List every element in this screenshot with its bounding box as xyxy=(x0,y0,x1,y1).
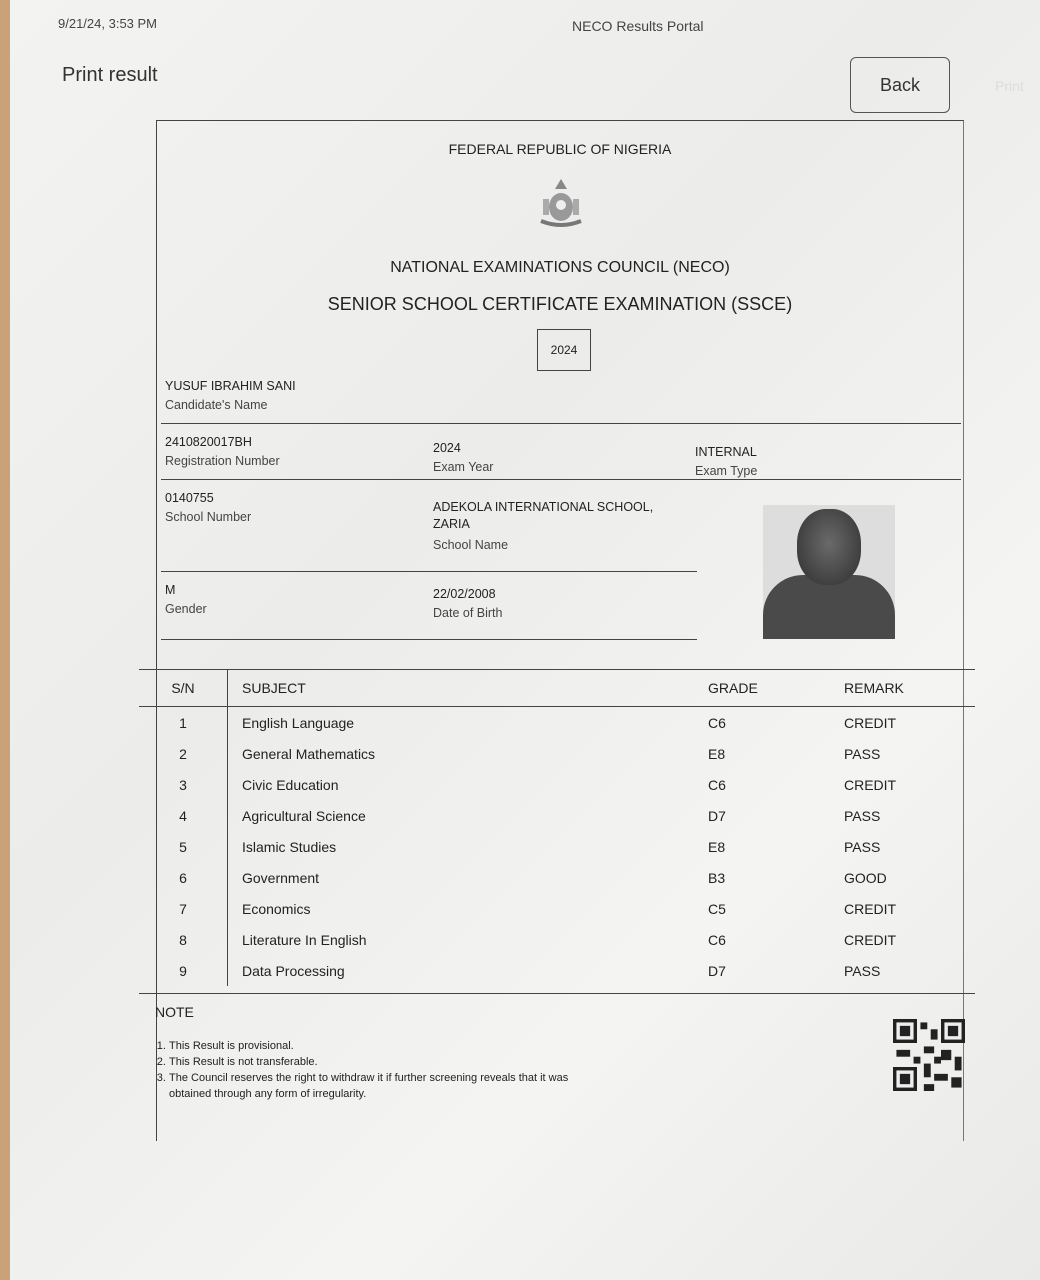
gender: M xyxy=(165,583,176,597)
result-remark: PASS xyxy=(844,838,881,855)
result-row xyxy=(139,800,975,831)
result-grade: E8 xyxy=(708,838,726,855)
result-sn: 8 xyxy=(139,924,228,955)
result-subject: English Language xyxy=(242,714,355,731)
result-subject: Agricultural Science xyxy=(242,807,366,824)
result-row xyxy=(139,924,975,955)
exam-year: 2024 xyxy=(433,441,461,455)
exam-heading: SENIOR SCHOOL CERTIFICATE EXAMINATION (SSCE) xyxy=(327,294,793,314)
result-subject: Literature In English xyxy=(242,931,367,948)
result-grade: C6 xyxy=(708,776,726,793)
qr-code-icon xyxy=(893,1019,965,1091)
note-item: 1. This Result is provisional. xyxy=(169,1038,975,1054)
exam-type-label: Exam Type xyxy=(695,464,758,478)
exam-year-label: Exam Year xyxy=(433,460,494,474)
result-subject: Civic Education xyxy=(242,776,339,793)
print-timestamp: 9/21/24, 3:53 PM xyxy=(58,16,158,31)
result-subject: Economics xyxy=(242,900,311,917)
reg-number-label: Registration Number xyxy=(165,454,280,468)
result-remark: CREDIT xyxy=(844,900,897,917)
result-row xyxy=(139,707,975,739)
note-item: 3. The Council reserves the right to withdraw it if further screening reveals that it was obtained through any form of irregularity. xyxy=(169,1070,569,1102)
date-of-birth: 22/02/2008 xyxy=(433,587,496,601)
result-remark: PASS xyxy=(844,745,881,762)
results-header-row xyxy=(139,670,975,707)
result-remark: CREDIT xyxy=(844,714,897,731)
divider xyxy=(161,423,961,424)
result-sn: 5 xyxy=(139,831,228,862)
result-grade: C6 xyxy=(708,931,726,948)
result-grade: D7 xyxy=(708,807,726,824)
result-remark: GOOD xyxy=(844,869,887,886)
school-name-field xyxy=(433,499,683,552)
print-button[interactable]: Print xyxy=(995,78,1024,94)
result-remark: PASS xyxy=(844,807,881,824)
candidate-name: YUSUF IBRAHIM SANI xyxy=(165,379,296,393)
result-grade: C6 xyxy=(708,714,726,731)
council-heading: NATIONAL EXAMINATIONS COUNCIL (NECO) xyxy=(390,259,730,276)
result-row xyxy=(139,862,975,893)
dob-field xyxy=(433,587,502,620)
exam-type-field xyxy=(695,445,757,478)
country-heading: FEDERAL REPUBLIC OF NIGERIA xyxy=(448,141,672,157)
result-grade: E8 xyxy=(708,745,726,762)
candidate-name-label: Candidate's Name xyxy=(165,398,268,412)
result-sn: 2 xyxy=(139,738,228,769)
school-number: 0140755 xyxy=(165,491,214,505)
back-button[interactable]: Back xyxy=(850,57,950,113)
exam-type: INTERNAL xyxy=(695,445,757,459)
result-subject: Government xyxy=(242,869,320,886)
note-section xyxy=(139,993,975,1102)
note-item: 2. This Result is not transferable. xyxy=(169,1054,975,1070)
result-grade: B3 xyxy=(708,869,726,886)
result-grade: C5 xyxy=(708,900,726,917)
result-row xyxy=(139,738,975,769)
divider xyxy=(161,479,961,480)
note-list xyxy=(139,1038,975,1102)
header-sn: S/N xyxy=(139,670,228,707)
gender-field xyxy=(165,583,207,616)
page-title: Print result xyxy=(62,64,158,86)
result-remark: CREDIT xyxy=(844,931,897,948)
gender-label: Gender xyxy=(165,602,207,616)
result-row xyxy=(139,955,975,986)
result-subject: Data Processing xyxy=(242,962,345,979)
result-row xyxy=(139,831,975,862)
school-name-label: School Name xyxy=(433,538,509,552)
result-remark: PASS xyxy=(844,962,881,979)
result-sn: 3 xyxy=(139,769,228,800)
exam-year-field xyxy=(433,441,493,474)
result-sn: 9 xyxy=(139,955,228,986)
header-grade: GRADE xyxy=(708,670,844,707)
divider xyxy=(161,571,697,572)
result-row xyxy=(139,769,975,800)
date-of-birth-label: Date of Birth xyxy=(433,606,503,620)
result-grade: D7 xyxy=(708,962,726,979)
result-sn: 7 xyxy=(139,893,228,924)
result-subject: General Mathematics xyxy=(242,745,376,762)
results-table xyxy=(139,669,975,986)
divider xyxy=(161,639,697,640)
header-remark: REMARK xyxy=(844,670,975,707)
result-sn: 1 xyxy=(139,707,228,739)
paper-sheet xyxy=(10,0,1040,1280)
candidate-photo xyxy=(763,505,895,639)
coat-of-arms-icon xyxy=(537,177,585,229)
result-sn: 4 xyxy=(139,800,228,831)
result-remark: CREDIT xyxy=(844,776,897,793)
result-row xyxy=(139,893,975,924)
portal-title: NECO Results Portal xyxy=(572,18,704,34)
school-number-field xyxy=(165,491,251,524)
result-slip xyxy=(156,120,964,1141)
reg-number-field xyxy=(165,435,280,468)
candidate-name-field xyxy=(165,379,296,412)
result-sn: 6 xyxy=(139,862,228,893)
school-number-label: School Number xyxy=(165,510,252,524)
reg-number: 2410820017BH xyxy=(165,435,252,449)
note-title: NOTE xyxy=(155,1004,194,1020)
header-subject: SUBJECT xyxy=(228,670,709,707)
exam-year-box: 2024 xyxy=(537,329,591,371)
school-name: ADEKOLA INTERNATIONAL SCHOOL, ZARIA xyxy=(433,500,654,531)
result-subject: Islamic Studies xyxy=(242,838,337,855)
